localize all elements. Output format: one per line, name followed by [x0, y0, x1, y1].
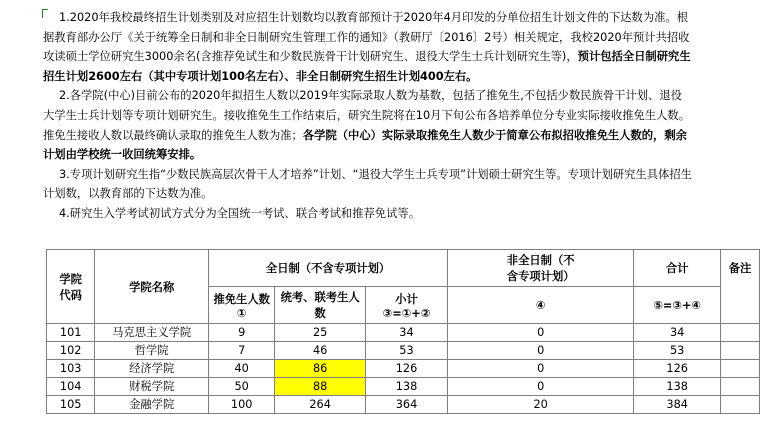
col-parttime-header: 非全日制（不含专项计划） — [448, 250, 634, 287]
cell-parttime: 0 — [448, 342, 634, 360]
cell-remark — [721, 360, 760, 378]
cell-remark — [721, 342, 760, 360]
enrollment-plan-table — [46, 249, 760, 414]
cell-remark — [721, 378, 760, 396]
cell-remark — [721, 324, 760, 342]
cell-code: 104 — [47, 378, 95, 396]
cell-exam: 25 — [275, 324, 365, 342]
cell-exam: 264 — [275, 396, 365, 414]
cell-name: 金融学院 — [95, 396, 209, 414]
col-total-header: 合计 — [634, 250, 721, 287]
cell-subtotal: 34 — [365, 324, 447, 342]
cell-subtotal: 138 — [365, 378, 447, 396]
cell-code: 102 — [47, 342, 95, 360]
col-recommend-header: 推免生人数 ① — [209, 287, 275, 324]
col-exam-header: 统考、联考生人数 — [275, 287, 365, 324]
cell-exam: 86 — [275, 360, 365, 378]
cell-name: 经济学院 — [95, 360, 209, 378]
cell-recommend: 7 — [209, 342, 275, 360]
cell-parttime: 20 — [448, 396, 634, 414]
cell-exam: 46 — [275, 342, 365, 360]
cell-parttime: 0 — [448, 378, 634, 396]
cell-total: 126 — [634, 360, 721, 378]
col-remark-header: 备注 — [721, 250, 760, 324]
col-subtotal-header: 小计 ③=①+② — [365, 287, 447, 324]
table-row — [47, 342, 760, 360]
cell-recommend: 100 — [209, 396, 275, 414]
col-code-header: 学院代码 — [47, 250, 95, 324]
cell-parttime: 0 — [448, 324, 634, 342]
cell-recommend: 9 — [209, 324, 275, 342]
cell-exam: 88 — [275, 378, 365, 396]
cell-subtotal: 53 — [365, 342, 447, 360]
col-parttime-num-header: ④ — [448, 287, 634, 324]
header-row-1 — [47, 250, 760, 287]
cell-name: 财税学院 — [95, 378, 209, 396]
col-fulltime-header: 全日制（不含专项计划） — [209, 250, 448, 287]
cell-remark — [721, 396, 760, 414]
col-total-formula-header: ⑤=③+④ — [634, 287, 721, 324]
cell-subtotal: 364 — [365, 396, 447, 414]
cell-recommend: 40 — [209, 360, 275, 378]
cell-total: 384 — [634, 396, 721, 414]
cell-total: 53 — [634, 342, 721, 360]
note-2: 2.各学院(中心)目前公布的2020年拟招生人数以2019年实际录取人数为基数，包括了推免生,不包括少数民族骨干计划、退役大学生士兵计划等专项计划研究生。接收推免生工作结束后，研究生院将在10月下旬公布各培养单位分专业实际接收推免生人数。推免生接收人数以最终确认录取的推免生人数为准；各学院（中心）实际录取推免生人数少于简章公布拟招收推免生人数的，剩余计划由学校统一收回统筹安排。 — [43, 89, 691, 162]
cell-code: 103 — [47, 360, 95, 378]
cell-total: 34 — [634, 324, 721, 342]
cell-code: 101 — [47, 324, 95, 342]
cell-name: 马克思主义学院 — [95, 324, 209, 342]
notes-section — [43, 8, 693, 224]
cell-parttime: 0 — [448, 360, 634, 378]
cell-name: 哲学院 — [95, 342, 209, 360]
note-3: 3.专项计划研究生指“少数民族高层次骨干人才培养”计划、“退役大学生士兵专项”计划硕士研究生等。专项计划研究生具体招生计划数，以教育部的下达数为准。 — [43, 167, 692, 201]
table-row — [47, 378, 760, 396]
cell-subtotal: 126 — [365, 360, 447, 378]
cell-code: 105 — [47, 396, 95, 414]
table-row — [47, 396, 760, 414]
note-4: 4.研究生入学考试初试方式分为全国统一考试、联合考试和推荐免试等。 — [59, 206, 420, 220]
table-row — [47, 324, 760, 342]
cell-total: 138 — [634, 378, 721, 396]
col-name-header: 学院名称 — [95, 250, 209, 324]
note-1: 1.2020年我校最终招生计划类别及对应招生计划数均以教育部预计于2020年4月印发的分单位招生计划文件的下达数为准。根据教育部办公厅《关于统筹全日制和非全日制研究生管理工作的通知》（教研厅〔2016〕2号）相关规定，我校2020年预计共招收攻读硕士学位研究生3000余名(含推荐免试生和少数民族骨干计划研究生、退役大学生士兵计划研究生等)，预计包括全日制研究生招生计划2600左右（其中专项计划100名左右）、非全日制研究生招生计划400左右。 — [43, 11, 691, 83]
table-row — [47, 360, 760, 378]
cell-recommend: 50 — [209, 378, 275, 396]
